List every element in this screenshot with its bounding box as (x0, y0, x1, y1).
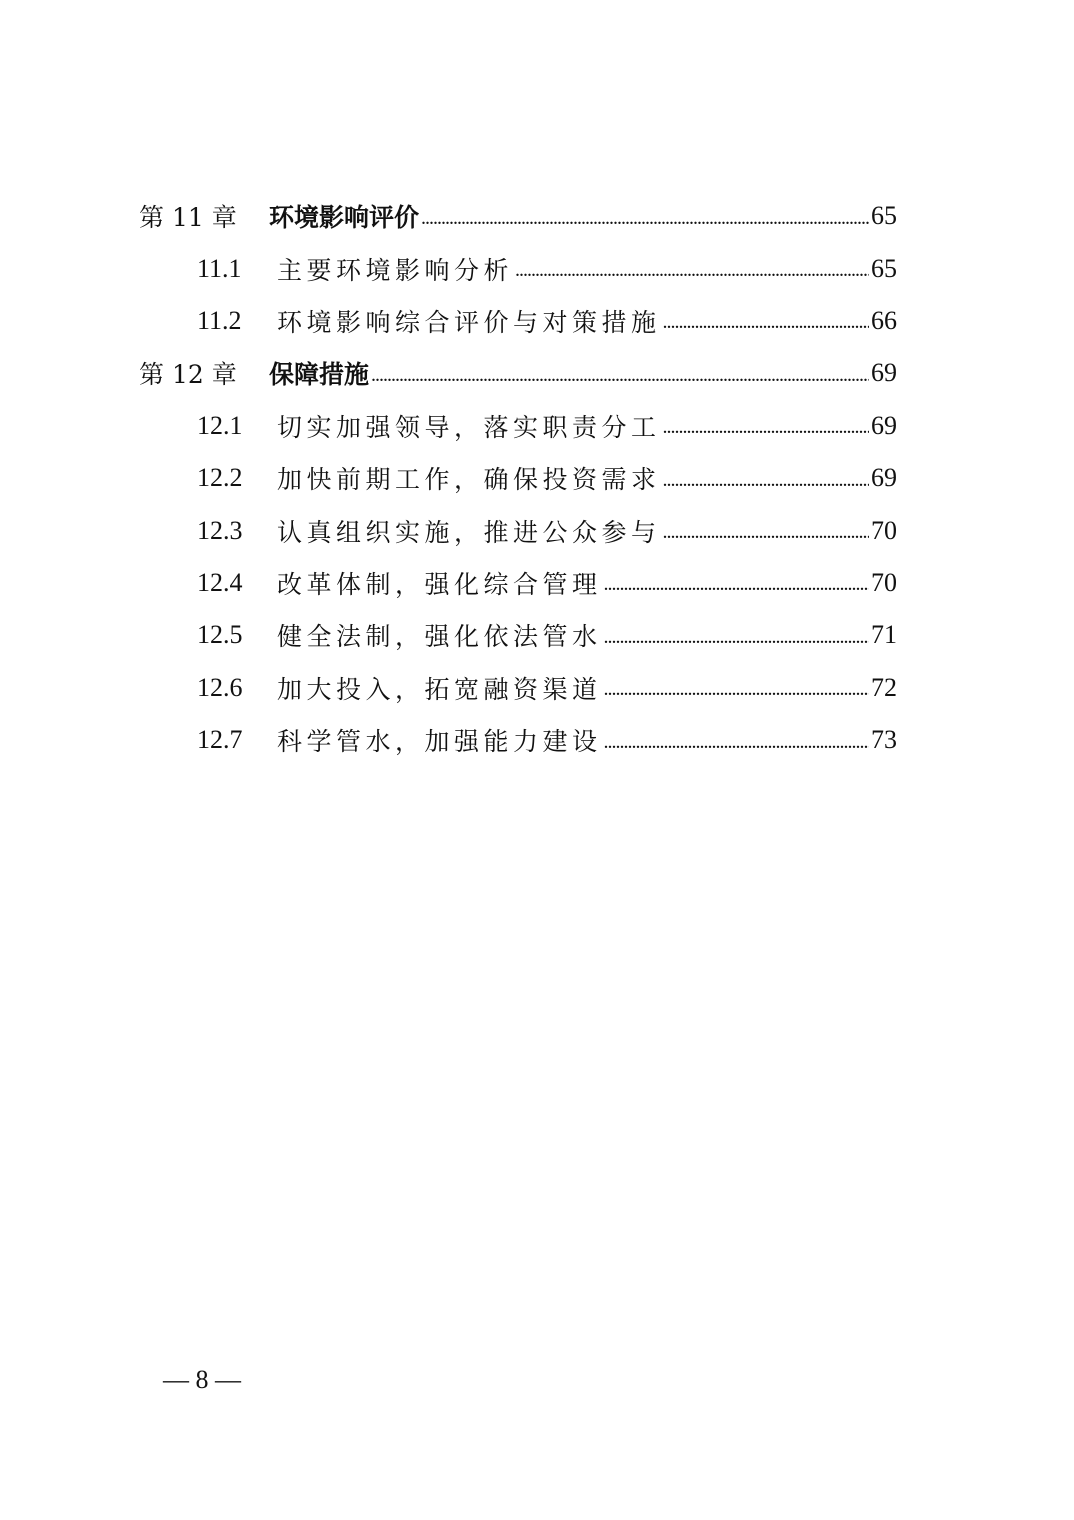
toc-entry-page: 69 (871, 410, 897, 440)
toc-dot-leader (515, 259, 869, 282)
toc-dot-leader (663, 521, 869, 544)
toc-chapter-11[interactable] (0, 190, 897, 242)
toc-entry-number: 12.3 (197, 515, 243, 545)
toc-entry-number: 12.4 (197, 567, 243, 597)
toc-section-11-2[interactable] (0, 295, 897, 347)
toc-entry-page: 66 (871, 305, 897, 335)
toc-entry-number: 11.2 (197, 305, 242, 335)
toc-entry-page: 65 (871, 201, 897, 231)
toc-section-12-2[interactable] (0, 452, 897, 504)
toc-section-11-1[interactable] (0, 242, 897, 294)
toc-entry-title: 改革体制，强化综合管理 (277, 569, 602, 599)
toc-entry-number: 12.5 (197, 620, 243, 650)
toc-entry-title: 保障措施 (269, 360, 370, 390)
toc-dot-leader (604, 626, 869, 649)
toc-section-12-1[interactable] (0, 400, 897, 452)
table-of-contents (0, 190, 1074, 766)
toc-entry-title: 健全法制，强化依法管水 (277, 622, 602, 652)
toc-entry-title: 认真组织实施，推进公众参与 (277, 517, 661, 547)
toc-entry-number: 11.1 (197, 253, 242, 283)
toc-entry-page: 65 (871, 253, 897, 283)
toc-section-12-3[interactable] (0, 504, 897, 556)
toc-dot-leader (421, 207, 869, 230)
toc-entry-number: 12.7 (197, 725, 243, 755)
toc-entry-page: 72 (871, 672, 897, 702)
toc-section-12-5[interactable] (0, 609, 897, 661)
toc-entry-title: 切实加强领导，落实职责分工 (277, 412, 661, 442)
toc-section-12-6[interactable] (0, 662, 897, 714)
toc-entry-page: 70 (871, 515, 897, 545)
toc-entry-page: 70 (871, 567, 897, 597)
toc-dot-leader (371, 364, 869, 387)
toc-entry-title: 环境影响评价 (269, 203, 420, 233)
toc-entry-number: 12.2 (197, 463, 243, 493)
page-number-footer: — 8 — (163, 1365, 241, 1394)
toc-entry-page: 71 (871, 620, 897, 650)
toc-entry-title: 加快前期工作，确保投资需求 (277, 465, 661, 495)
toc-entry-title: 环境影响综合评价与对策措施 (277, 307, 661, 337)
toc-dot-leader (604, 678, 869, 701)
toc-entry-number: 第 12 章 (139, 360, 237, 390)
toc-dot-leader (604, 573, 869, 596)
toc-dot-leader (604, 731, 869, 754)
toc-section-12-4[interactable] (0, 557, 897, 609)
toc-dot-leader (663, 416, 869, 439)
toc-dot-leader (663, 469, 869, 492)
toc-entry-number: 12.1 (197, 410, 243, 440)
toc-entry-title: 主要环境影响分析 (277, 255, 514, 285)
toc-entry-number: 12.6 (197, 672, 243, 702)
toc-section-12-7[interactable] (0, 714, 897, 766)
toc-entry-title: 科学管水，加强能力建设 (277, 727, 602, 757)
toc-entry-page: 73 (871, 725, 897, 755)
toc-entry-number: 第 11 章 (139, 203, 237, 233)
toc-dot-leader (663, 311, 869, 334)
toc-entry-title: 加大投入，拓宽融资渠道 (277, 674, 602, 704)
toc-entry-page: 69 (871, 463, 897, 493)
toc-entry-page: 69 (871, 358, 897, 388)
toc-chapter-12[interactable] (0, 347, 897, 399)
